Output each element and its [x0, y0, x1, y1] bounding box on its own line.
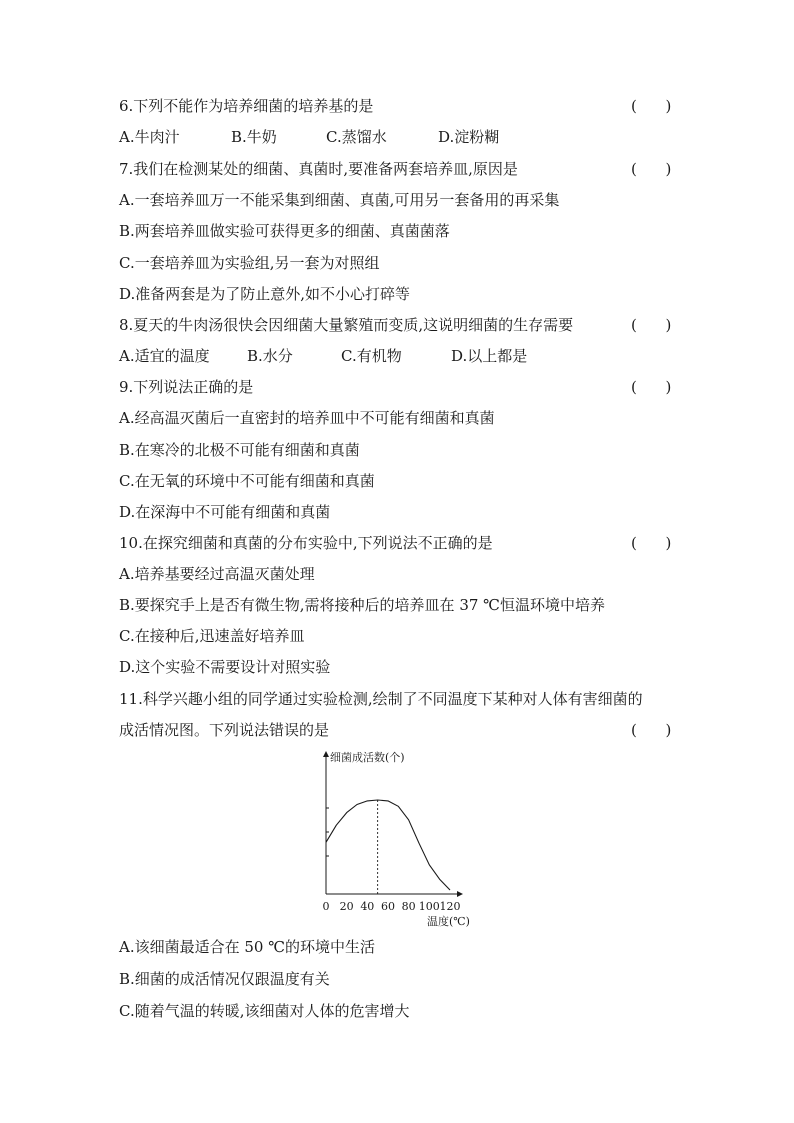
q10-option-c: C.在接种后,迅速盖好培养皿 [119, 627, 305, 645]
x-tick-label-60: 60 [380, 900, 395, 913]
q8-answer-paren: ( ) [631, 316, 672, 334]
q7-option-b: B.两套培养皿做实验可获得更多的细菌、真菌菌落 [119, 222, 450, 240]
q11-option-c: C.随着气温的转暖,该细菌对人体的危害增大 [119, 1002, 410, 1020]
q11-stem-line2: 成活情况图。下列说法错误的是 [119, 721, 330, 739]
q11-option-a: A.该细菌最适合在 50 ℃的环境中生活 [119, 938, 376, 956]
x-tick-label-40: 40 [360, 900, 375, 913]
q7-option-d: D.准备两套是为了防止意外,如不小心打碎等 [119, 285, 411, 303]
q9-answer-paren: ( ) [631, 378, 672, 396]
q6-options [119, 127, 499, 147]
q7-stem: 7.我们在检测某处的细菌、真菌时,要准备两套培养皿,原因是 [119, 160, 518, 178]
q6-option-a: A.牛肉汁 [119, 128, 180, 146]
q9-option-d: D.在深海中不可能有细菌和真菌 [119, 503, 331, 521]
q8-stem: 8.夏天的牛肉汤很快会因细菌大量繁殖而变质,这说明细菌的生存需要 [119, 316, 574, 334]
y-axis-label: 细菌成活数(个) [330, 751, 405, 764]
q8-option-c: C.有机物 [341, 347, 402, 365]
q10-option-d: D.这个实验不需要设计对照实验 [119, 658, 331, 676]
q6-option-c: C.蒸馏水 [326, 128, 387, 146]
x-axis-label: 温度(℃) [427, 915, 470, 928]
q11-option-b: B.细菌的成活情况仅跟温度有关 [119, 970, 330, 988]
q8-option-b: B.水分 [247, 347, 293, 365]
q11-stem-line1: 11.科学兴趣小组的同学通过实验检测,绘制了不同温度下某种对人体有害细菌的 [119, 690, 643, 708]
q7-answer-paren: ( ) [631, 160, 672, 178]
x-tick-label-120: 120 [439, 900, 461, 913]
q10-answer-paren: ( ) [631, 534, 672, 552]
q6-stem: 6.下列不能作为培养细菌的培养基的是 [119, 97, 374, 115]
x-tick-label-80: 80 [401, 900, 416, 913]
q8-option-a: A.适宜的温度 [119, 347, 210, 365]
q9-option-a: A.经高温灭菌后一直密封的培养皿中不可能有细菌和真菌 [119, 409, 495, 427]
q7-option-c: C.一套培养皿为实验组,另一套为对照组 [119, 254, 380, 272]
q10-option-a: A.培养基要经过高温灭菌处理 [119, 565, 315, 583]
bacteria-survival-chart [315, 748, 480, 930]
q9-stem: 9.下列说法正确的是 [119, 378, 254, 396]
survival-curve [326, 800, 450, 890]
q9-option-c: C.在无氧的环境中不可能有细菌和真菌 [119, 472, 375, 490]
q11-answer-paren: ( ) [631, 721, 672, 739]
x-tick-label-100: 100 [418, 900, 440, 913]
q6-option-d: D.淀粉糊 [438, 128, 500, 146]
q8-options [119, 346, 527, 366]
q9-option-b: B.在寒冷的北极不可能有细菌和真菌 [119, 441, 360, 459]
q6-option-b: B.牛奶 [231, 128, 277, 146]
q7-option-a: A.一套培养皿万一不能采集到细菌、真菌,可用另一套备用的再采集 [119, 191, 560, 209]
q10-option-b: B.要探究手上是否有微生物,需将接种后的培养皿在 37 ℃恒温环境中培养 [119, 596, 605, 614]
x-tick-label-20: 20 [339, 900, 354, 913]
q10-stem: 10.在探究细菌和真菌的分布实验中,下列说法不正确的是 [119, 534, 493, 552]
q8-option-d: D.以上都是 [451, 347, 528, 365]
q6-answer-paren: ( ) [631, 97, 672, 115]
x-tick-label-0: 0 [322, 900, 330, 913]
